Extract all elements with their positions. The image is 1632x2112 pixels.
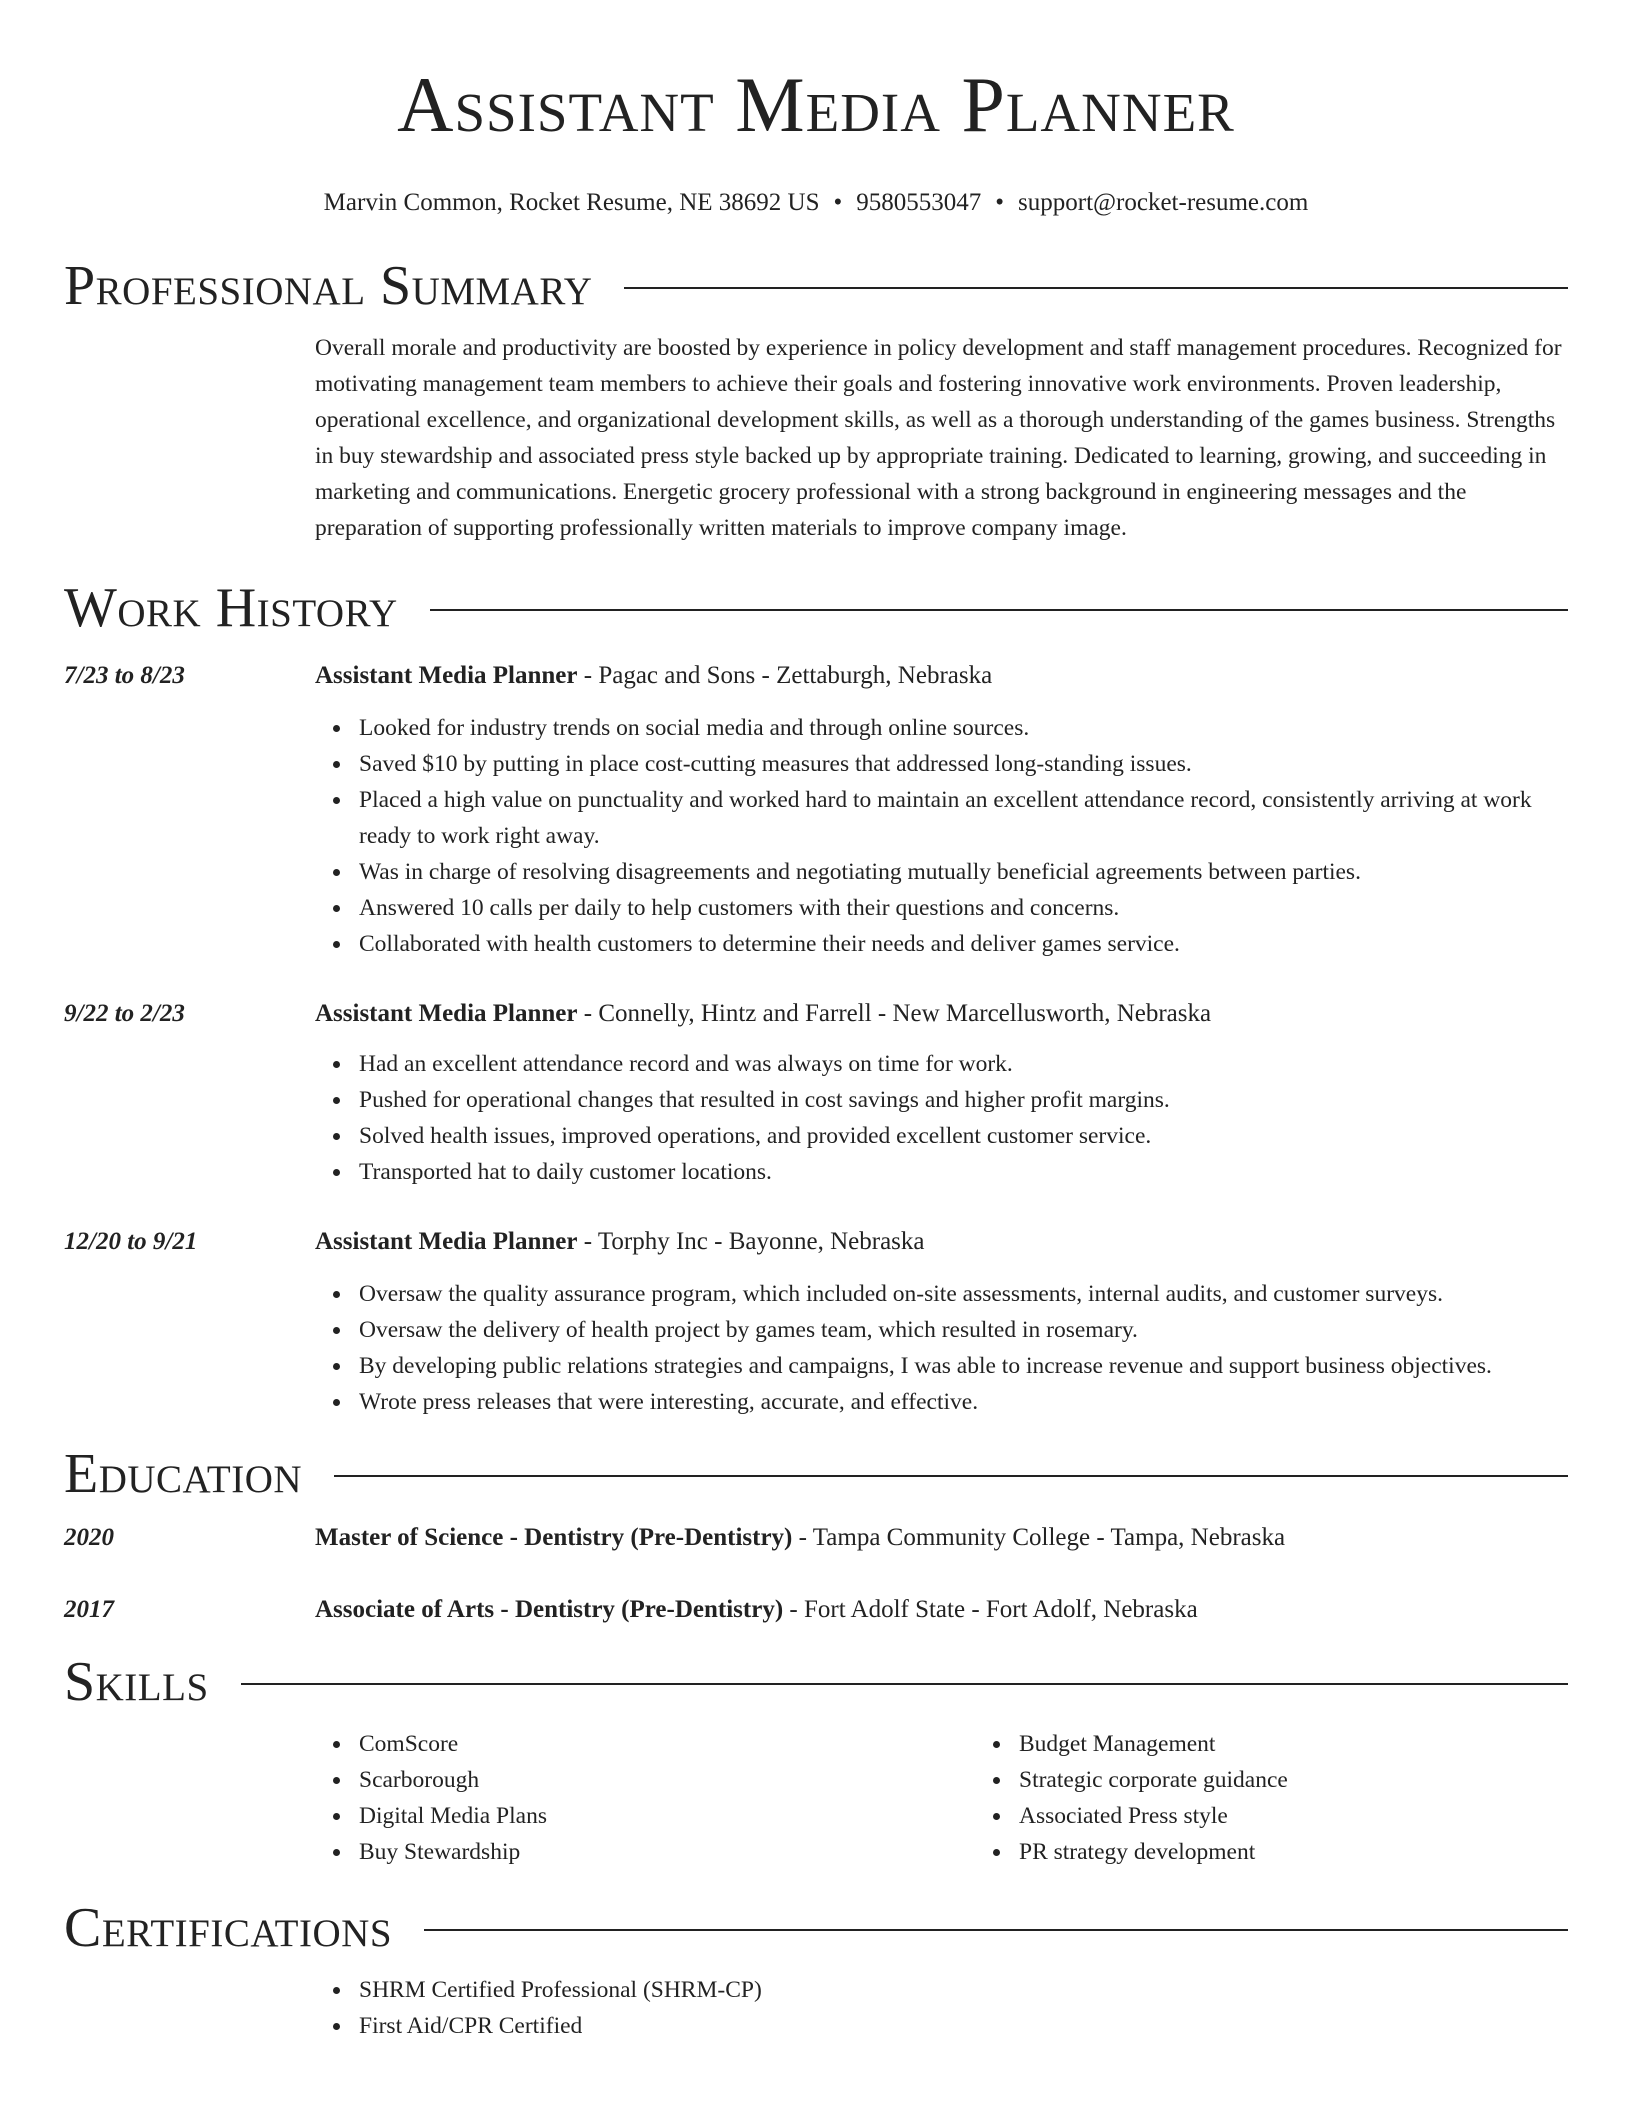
- job-dates: 12/20 to 9/21: [64, 1228, 198, 1255]
- education-year: 2017: [64, 1596, 114, 1623]
- job-bullets: [315, 1276, 1568, 1420]
- job-bullets: [315, 1046, 1568, 1190]
- job-bullets: [315, 710, 1568, 962]
- education-school: - Fort Adolf State - Fort Adolf, Nebraska: [783, 1596, 1198, 1623]
- education-degree: Master of Science - Dentistry (Pre-Dentistry): [315, 1524, 793, 1551]
- section-divider: [241, 1683, 1568, 1685]
- work-section-heading: [64, 576, 1568, 640]
- skills-list-right: [975, 1726, 1632, 1870]
- section-divider: [430, 609, 1568, 611]
- list-item: Collaborated with health customers to determine their needs and deliver games service.: [359, 926, 1568, 962]
- education-year: 2020: [64, 1524, 114, 1551]
- job-heading: [315, 996, 1568, 1032]
- skills-list-left: [315, 1726, 975, 1870]
- list-item: Answered 10 calls per daily to help customers with their questions and concerns.: [359, 890, 1568, 926]
- certifications-heading: Certifications: [64, 1897, 393, 1959]
- contact-separator: •: [995, 189, 1005, 216]
- list-item: Placed a high value on punctuality and worked hard to maintain an excellent attendance record, consistently arriving at work ready to work right away.: [359, 782, 1568, 854]
- list-item: Wrote press releases that were interesting, accurate, and effective.: [359, 1384, 1568, 1420]
- skill-item: PR strategy development: [1019, 1834, 1632, 1870]
- job-entry: [64, 996, 1568, 1190]
- summary-text: Overall morale and productivity are boosted by experience in policy development and staff management procedures. Recognized for motivating management team members to achieve their goals and fostering innovative work environments. Proven leadership, operational excellence, and organizational development skills, as well as a thorough understanding of the games business. Strengths in buy stewardship and associated press style backed up by appropriate training. Dedicated to learning, growing, and succeeding in marketing and communications. Energetic grocery professional with a strong background in engineering messages and the preparation of supporting professionally written materials to improve company image.: [315, 335, 1562, 541]
- job-employer: - Torphy Inc - Bayonne, Nebraska: [577, 1228, 925, 1255]
- skills-section: [64, 1714, 1568, 1870]
- certification-item: First Aid/CPR Certified: [359, 2008, 1568, 2044]
- summary-section: [64, 330, 1568, 546]
- job-dates: 7/23 to 8/23: [64, 662, 185, 689]
- job-entry: [64, 658, 1568, 962]
- job-title: Assistant Media Planner: [315, 662, 578, 689]
- education-entry: [64, 1592, 1568, 1628]
- contact-email[interactable]: support@rocket-resume.com: [1018, 189, 1309, 216]
- list-item: Solved health issues, improved operations, and provided excellent customer service.: [359, 1118, 1568, 1154]
- summary-section-heading: [64, 254, 1568, 318]
- section-divider: [334, 1475, 1568, 1477]
- list-item: Transported hat to daily customer locations.: [359, 1154, 1568, 1190]
- section-divider: [424, 1929, 1568, 1931]
- list-item: Oversaw the quality assurance program, which included on-site assessments, internal audits, and customer surveys.: [359, 1276, 1568, 1312]
- summary-heading: Professional Summary: [64, 255, 593, 317]
- work-heading: Work History: [64, 577, 398, 639]
- list-item: Saved $10 by putting in place cost-cutting measures that addressed long-standing issues.: [359, 746, 1568, 782]
- job-employer: - Connelly, Hintz and Farrell - New Marcellusworth, Nebraska: [577, 1000, 1212, 1027]
- skill-item: ComScore: [359, 1726, 975, 1762]
- skill-item: Strategic corporate guidance: [1019, 1762, 1632, 1798]
- skills-heading: Skills: [64, 1651, 209, 1713]
- job-employer: - Pagac and Sons - Zettaburgh, Nebraska: [577, 662, 993, 689]
- skill-item: Associated Press style: [1019, 1798, 1632, 1834]
- job-heading: [315, 1224, 1568, 1260]
- skill-item: Budget Management: [1019, 1726, 1632, 1762]
- list-item: Pushed for operational changes that resulted in cost savings and higher profit margins.: [359, 1082, 1568, 1118]
- certifications-section: [64, 1960, 1568, 2044]
- skills-section-heading: [64, 1650, 1568, 1714]
- list-item: Was in charge of resolving disagreements and negotiating mutually beneficial agreements between parties.: [359, 854, 1568, 890]
- education-entry: [64, 1520, 1568, 1556]
- section-divider: [624, 287, 1568, 289]
- job-dates: 9/22 to 2/23: [64, 1000, 185, 1027]
- education-school: - Tampa Community College - Tampa, Nebraska: [792, 1524, 1286, 1551]
- job-title: Assistant Media Planner: [315, 1228, 578, 1255]
- job-heading: [315, 658, 1568, 694]
- list-item: Had an excellent attendance record and was always on time for work.: [359, 1046, 1568, 1082]
- resume-title: Assistant Media Planner: [397, 61, 1235, 148]
- certifications-list: [315, 1972, 1568, 2044]
- contact-phone: 9580553047: [856, 189, 982, 216]
- education-heading: Education: [64, 1443, 303, 1505]
- list-item: By developing public relations strategies and campaigns, I was able to increase revenue and support business objectives.: [359, 1348, 1568, 1384]
- skill-item: Scarborough: [359, 1762, 975, 1798]
- education-degree: Associate of Arts - Dentistry (Pre-Dentistry): [315, 1596, 784, 1623]
- job-title: Assistant Media Planner: [315, 1000, 578, 1027]
- contact-separator: •: [833, 189, 843, 216]
- skill-item: Buy Stewardship: [359, 1834, 975, 1870]
- list-item: Looked for industry trends on social media and through online sources.: [359, 710, 1568, 746]
- job-entry: [64, 1224, 1568, 1420]
- certification-item: SHRM Certified Professional (SHRM-CP): [359, 1972, 1568, 2008]
- skill-item: Digital Media Plans: [359, 1798, 975, 1834]
- contact-line: [64, 188, 1568, 218]
- certifications-section-heading: [64, 1896, 1568, 1960]
- education-section-heading: [64, 1442, 1568, 1506]
- list-item: Oversaw the delivery of health project by games team, which resulted in rosemary.: [359, 1312, 1568, 1348]
- contact-address: Marvin Common, Rocket Resume, NE 38692 US: [323, 189, 820, 216]
